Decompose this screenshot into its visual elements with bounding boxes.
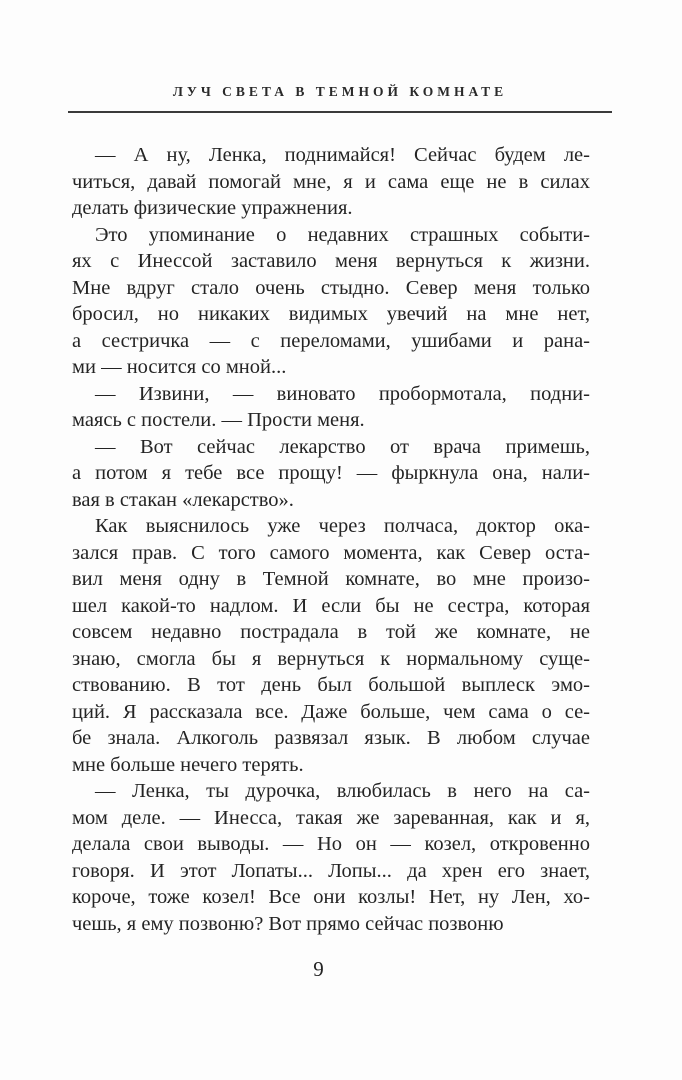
text-line: говоря. И этот Лопаты... Лопы... да хрен его знает, xyxy=(72,859,590,882)
text-line: — Вот сейчас лекарство от врача примешь, xyxy=(95,435,590,458)
text-line: чешь, я ему позвоню? Вот прямо сейчас позвоню xyxy=(72,912,504,935)
text-line: — А ну, Ленка, поднимайся! Сейчас будем ле- xyxy=(95,144,590,166)
page-number: 9 xyxy=(313,957,324,981)
text-line: ми — носится со мной... xyxy=(72,356,287,378)
text-line: короче, тоже козел! Все они козлы! Нет, ну Лен, хо- xyxy=(72,886,590,908)
text-line: ствованию. В тот день был большой выплеск эмо- xyxy=(72,674,590,696)
text-line: Это упоминание о недавних страшных событи- xyxy=(95,223,590,246)
text-line: совсем недавно пострадала в той же комнате, не xyxy=(72,621,590,643)
text-line: знаю, смогла бы я вернуться к нормальному суще- xyxy=(72,647,590,670)
text-line: — Извини, — виновато пробормотала, подни- xyxy=(95,382,590,405)
text-line: — Ленка, ты дурочка, влюбилась в него на са- xyxy=(95,780,590,802)
text-line: Как выяснилось уже через полчаса, доктор ока- xyxy=(95,515,590,537)
running-header-title: ЛУЧ СВЕТА В ТЕМНОЙ КОМНАТЕ xyxy=(172,84,508,99)
text-line: вая в стакан «лекарство». xyxy=(72,488,294,511)
text-line: ях с Инессой заставило меня вернуться к жизни. xyxy=(72,250,590,272)
text-line: делала свои выводы. — Но он — козел, откровенно xyxy=(72,833,590,855)
text-line: зался прав. С того самого момента, как Север оста- xyxy=(72,541,590,564)
text-line: вил меня одну в Темной комнате, во мне произо- xyxy=(72,568,590,590)
text-line: делать физические упражнения. xyxy=(72,197,353,219)
header-divider xyxy=(68,111,612,113)
text-line: читься, давай помогай мне, я и сама еще не в силах xyxy=(72,170,590,193)
text-line: Мне вдруг стало очень стыдно. Север меня только xyxy=(72,276,590,299)
text-line: бросил, но никаких видимых увечий на мне нет, xyxy=(72,303,590,325)
text-line: мом деле. — Инесса, такая же зареванная, как и я, xyxy=(72,806,590,829)
text-line: мне больше нечего терять. xyxy=(72,753,304,776)
text-line: маясь с постели. — Прости меня. xyxy=(72,409,365,431)
text-line: шел какой-то надлом. И если бы не сестра, которая xyxy=(72,594,590,617)
text-line: бе знала. Алкоголь развязал язык. В любом случае xyxy=(72,727,590,749)
running-header xyxy=(68,84,612,100)
text-line: а потом я тебе все прощу! — фыркнула она, нали- xyxy=(72,462,590,484)
body-text xyxy=(72,142,590,937)
text-line: ций. Я рассказала все. Даже больше, чем сама о се- xyxy=(72,700,590,723)
text-line: а сестричка — с переломами, ушибами и рана- xyxy=(72,329,590,352)
